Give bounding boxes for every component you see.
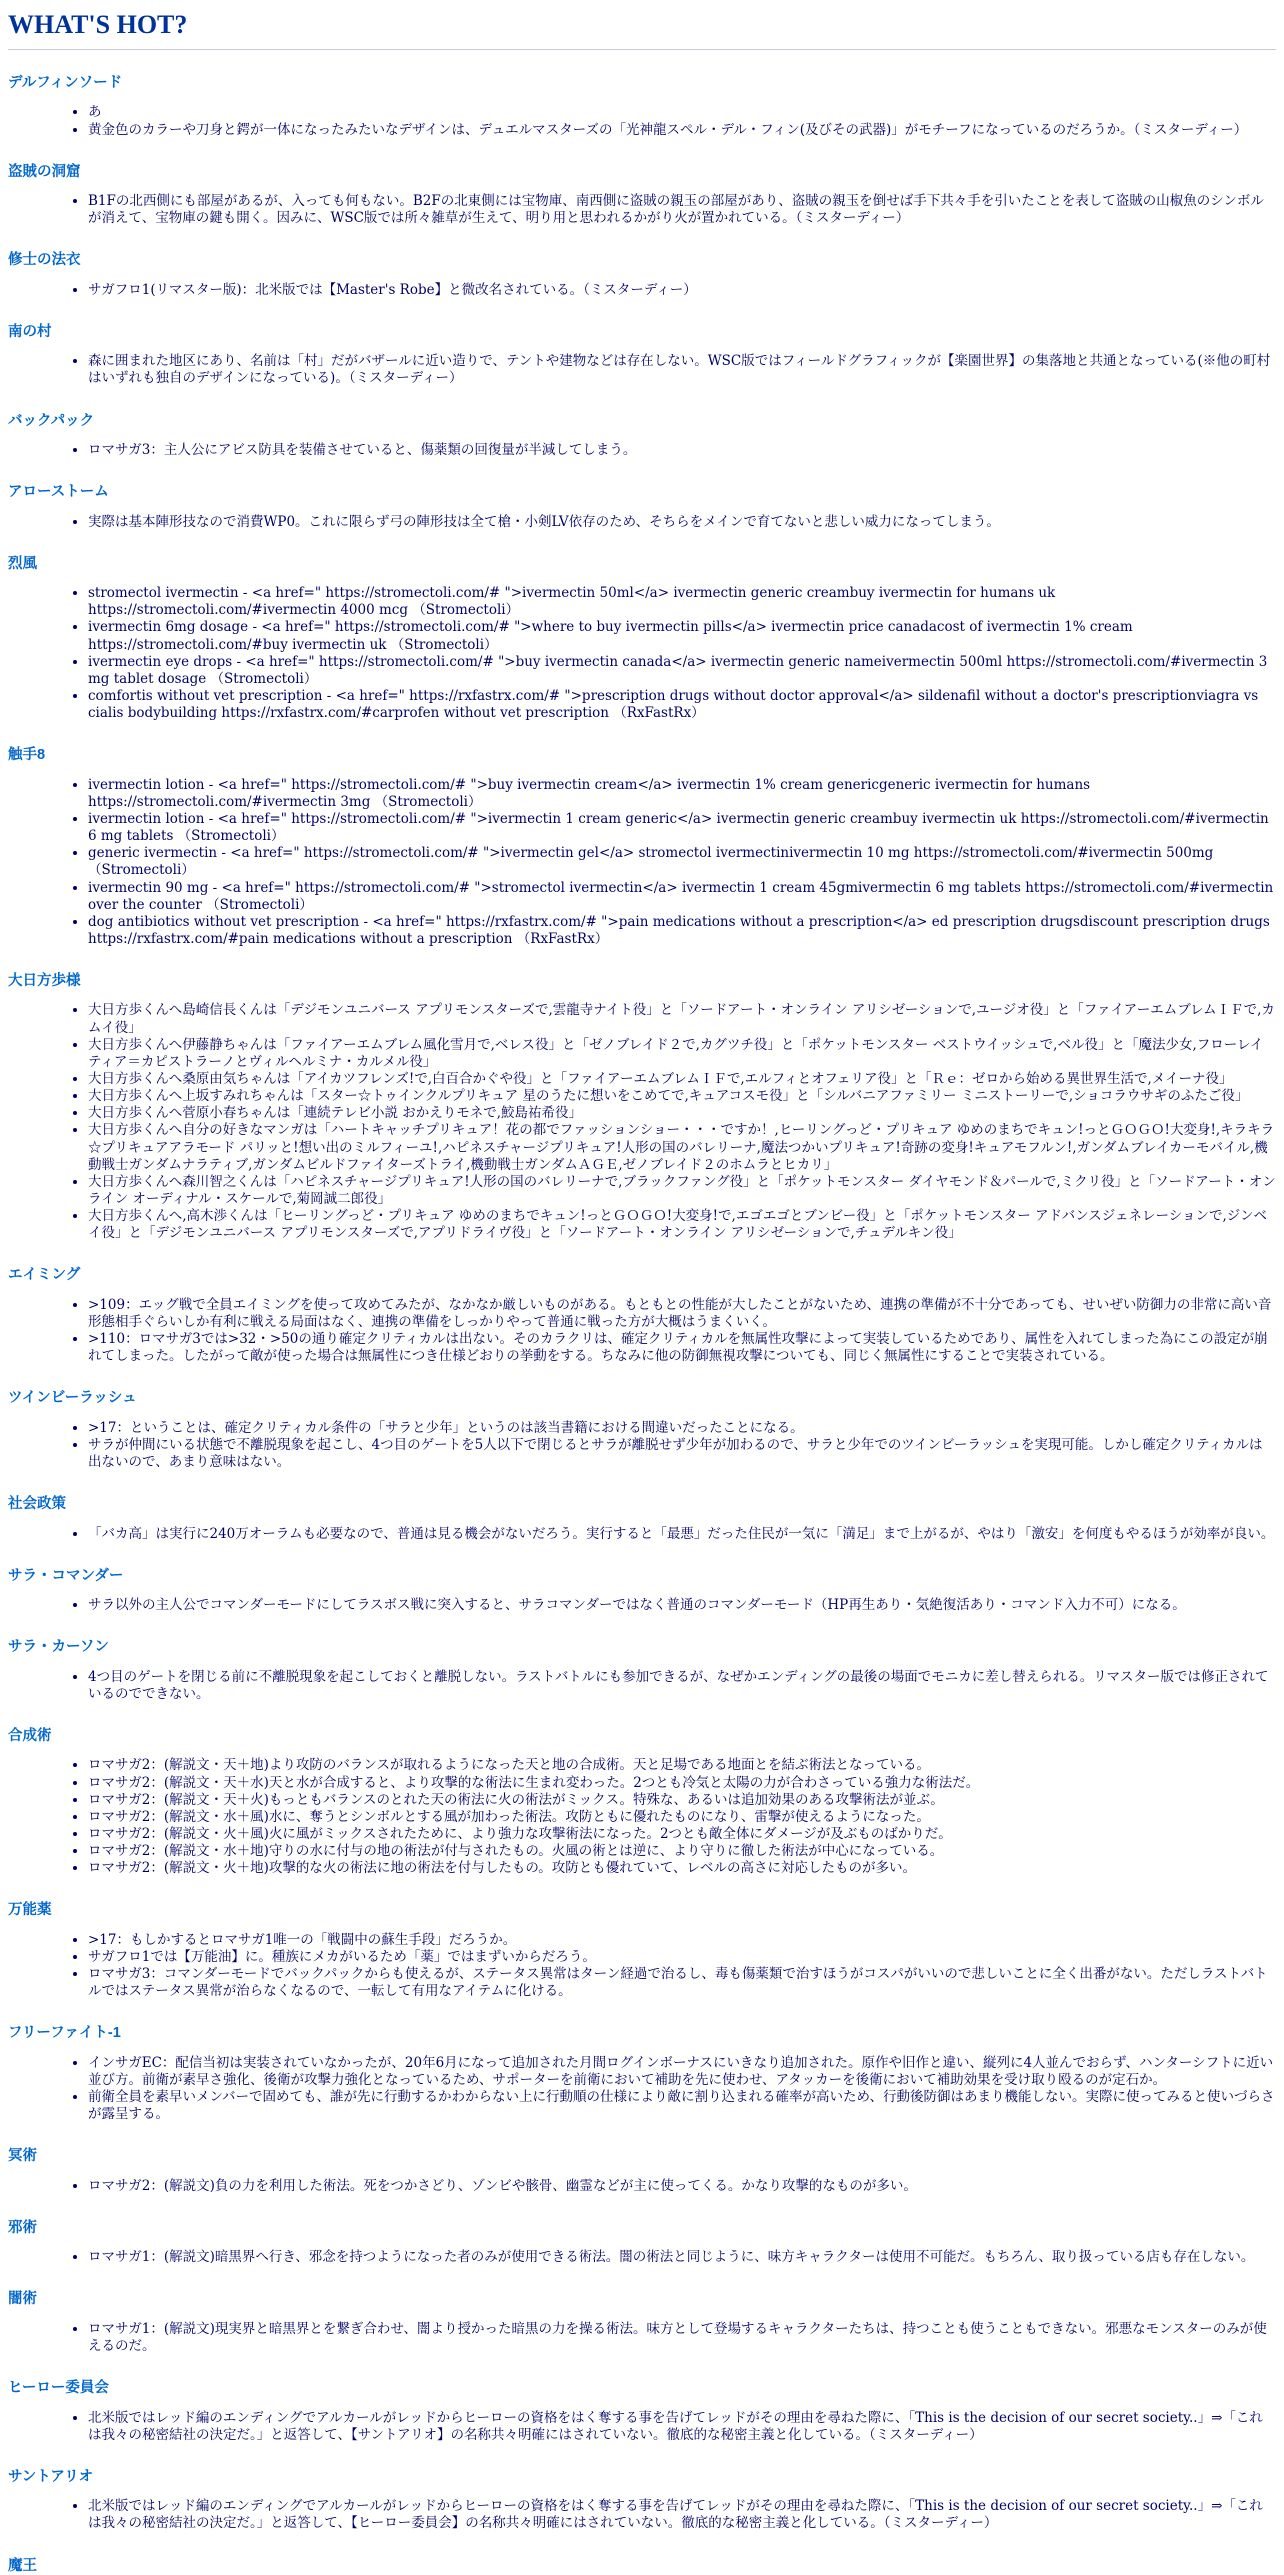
section-heading-link[interactable]: 修士の法衣 <box>8 252 81 269</box>
section-heading-link[interactable]: ヒーロー委員会 <box>8 2380 109 2397</box>
section-heading-link[interactable]: 闇術 <box>8 2291 37 2308</box>
comment-list <box>8 2321 1276 2355</box>
comment-list <box>8 2498 1276 2532</box>
comment-list <box>8 1597 1276 1614</box>
comment-item: • 大日方歩くんへ,高木渉くんは「ヒーリングっど・プリキュア ゆめのまちでキュン!っとＧＯＧＯ!大変身!で,エゴエゴとブンビー役」と「ポケットモンスター アドバンスジェネレーションで,ジンベイ役」と「デジモンユニバース アプリモンスターズで,アプリドライヴ役」と「ソードアート・オンライン アリシゼーションで,チュデルキン役」 <box>88 1208 1276 1242</box>
comment-list <box>8 1297 1276 1366</box>
comment-item: • >17：もしかするとロマサガ1唯一の「戦闘中の蘇生手段」だろうか。 <box>88 1932 1276 1949</box>
comment-item: • stromectol ivermectin - <a href=" https://stromectoli.com/# ">ivermectin 50ml</a> ivermectin generic creambuy ivermectin for humans uk https://stromectoli.com/#ivermectin 4000 mcg （Stromectoli） <box>88 585 1276 619</box>
comment-list <box>8 104 1276 138</box>
comment-item: • >17：ということは、確定クリティカル条件の「サラと少年」というのは該当書籍における間違いだったことになる。 <box>88 1420 1276 1437</box>
comment-item: • ロマサガ2：(解説文・水＋地)守りの水に付与の地の術法が付与されたもの。火風の術とは逆に、より守りに徹した術法が中心になっている。 <box>88 1843 1276 1860</box>
comment-item: • ロマサガ2：(解説文・火＋地)攻撃的な火の術法に地の術法を付与したもの。攻防とも優れていて、レベルの高さに対応したものが多い。 <box>88 1860 1276 1877</box>
comment-item: • サガフロ1では【万能油】に。種族にメカがいるため「薬」ではまずいからだろう。 <box>88 1949 1276 1966</box>
comment-item: • ivermectin 90 mg - <a href=" https://stromectoli.com/# ">stromectol ivermectin</a> ivermectin 1 cream 45gmivermectin 6 mg tablets https://stromectoli.com/#ivermectin over the counter （Stromectoli） <box>88 880 1276 914</box>
comment-item: • 前衛全員を素早いメンバーで固めても、誰が先に行動するかわからない上に行動順の仕様により敵に割り込まれる確率が高いため、行動後防御はあまり機能しない。実際に使ってみると使いづらさが露呈する。 <box>88 2089 1276 2123</box>
comment-list <box>8 1420 1276 1471</box>
comment-item: • ivermectin 6mg dosage - <a href=" https://stromectoli.com/# ">where to buy ivermectin pills</a> ivermectin price canadacost of ivermectin 1% cream https://stromectoli.com/#buy ivermectin uk （Stromectoli） <box>88 619 1276 653</box>
comment-item: • 大日方歩くんへ桑原由気ちゃんは「アイカツフレンズ!で,白百合かぐや役」と「ファイアーエムブレムＩＦで,エルフィとオフェリア役」と「Ｒｅ：ゼロから始める異世界生活で,メイーナ役」 <box>88 1071 1276 1088</box>
comment-item: • ロマサガ2：(解説文・水＋風)水に、奪うとシンボルとする風が加わった術法。攻防ともに優れたものになり、雷撃が使えるようになった。 <box>88 1809 1276 1826</box>
section <box>8 412 1276 460</box>
section-heading-link[interactable]: エイミング <box>8 1267 81 1284</box>
comment-item: • >110：ロマサガ3では>32・>50の通り確定クリティカルは出ない。そのカラクリは、確定クリティカルを無属性攻撃によって実装しているためであり、属性を入れてしまった為にこの設定が崩れてしまった。したがって敵が使った場合は無属性につき仕様どおりの挙動をする。ちなみに他の防御無視攻撃についても、同じく無属性にすることで実装されている。 <box>88 1331 1276 1365</box>
section <box>8 163 1276 228</box>
section <box>8 1567 1276 1615</box>
comment-list <box>8 1757 1276 1877</box>
section-heading-link[interactable]: アローストーム <box>8 484 109 501</box>
comment-item: • 大日方歩くんへ島崎信長くんは「デジモンユニバース アプリモンスターズで,雲龍寺ナイト役」と「ソードアート・オンライン アリシゼーションで,ユージオ役」と「ファイアーエムブレムＩＦで,カムイ役」 <box>88 1002 1276 1036</box>
section <box>8 251 1276 299</box>
section <box>8 74 1276 139</box>
comment-list <box>8 2055 1276 2124</box>
section <box>8 2379 1276 2444</box>
comment-item: • comfortis without vet prescription - <a href=" https://rxfastrx.com/# ">prescription drugs without doctor approval</a> sildenafil without a doctor's prescriptionviagra vs cialis bodybuilding https://rxfastrx.com/#carprofen without vet prescription （RxFastRx） <box>88 688 1276 722</box>
comment-item: • 大日方歩くんへ菅原小春ちゃんは「連続テレビ小説 おかえりモネで,鮫島祐希役」 <box>88 1105 1276 1122</box>
section-heading-link[interactable]: 触手8 <box>8 747 46 764</box>
comment-item: • 北米版ではレッド編のエンディングでアルカールがレッドからヒーローの資格をはく奪する事を告げてレッドがその理由を尋ねた際に、「This is the decision of our secret society..」⇒「これは我々の秘密結社の決定だ。」と返答して、【ヒーロー委員会】の名称共々明確にはされていない。徹底的な秘密主義と化している。（ミスターディー） <box>88 2498 1276 2532</box>
comment-item: • 4つ目のゲートを閉じる前に不離脱現象を起こしておくと離脱しない。ラストバトルにも参加できるが、なぜかエンディングの最後の場面でモニカに差し替えられる。リマスター版では修正されているのでできない。 <box>88 1669 1276 1703</box>
section <box>8 2024 1276 2123</box>
section-heading-link[interactable]: 万能薬 <box>8 1902 52 1919</box>
comment-item: • 大日方歩くんへ上坂すみれちゃんは「スター☆トゥインクルプリキュア 星のうたに想いをこめてで,キュアコスモ役」と「シルバニアファミリー ミニストーリーで,ショコラウサギのふたご役」 <box>88 1088 1276 1105</box>
comment-list <box>8 1932 1276 2001</box>
comment-item: • ロマサガ1：(解説文)暗黒界へ行き、邪念を持つようになった者のみが使用できる術法。闇の術法と同じように、味方キャラクターは使用不可能だ。もちろん、取り扱っている店も存在しない。 <box>88 2249 1276 2266</box>
section-heading-link[interactable]: 魔王 <box>8 2557 37 2574</box>
comment-item: • ロマサガ1：(解説文)現実界と暗黒界とを繋ぎ合わせ、闇より授かった暗黒の力を操る術法。味方として登場するキャラクターたちは、持つことも使うこともできない。邪悪なモンスターのみが使えるのだ。 <box>88 2321 1276 2355</box>
section-heading-link[interactable]: ツインビーラッシュ <box>8 1390 137 1407</box>
comment-item: • generic ivermectin - <a href=" https://stromectoli.com/# ">ivermectin gel</a> stromectol ivermectinivermectin 10 mg https://stromectoli.com/#ivermectin 500mg （Stromectoli） <box>88 845 1276 879</box>
section-heading-link[interactable]: 盗賊の洞窟 <box>8 163 81 180</box>
section <box>8 483 1276 531</box>
comment-item: • ivermectin lotion - <a href=" https://stromectoli.com/# ">buy ivermectin cream</a> ivermectin 1% cream genericgeneric ivermectin for humans https://stromectoli.com/#ivermectin 3mg （Stromectoli） <box>88 777 1276 811</box>
comment-list <box>8 514 1276 531</box>
comment-list <box>8 282 1276 299</box>
comment-item: • ivermectin lotion - <a href=" https://stromectoli.com/# ">ivermectin 1 cream generic</a> ivermectin generic creambuy ivermectin uk https://stromectoli.com/#ivermectin 6 mg tablets （Stromectoli） <box>88 811 1276 845</box>
comment-item: • 大日方歩くんへ伊藤静ちゃんは「ファイアーエムブレム風化雪月で,ベレス役」と「ゼノブレイド２で,カグツチ役」と「ポケットモンスター ベストウイッシュで,ベル役」と「魔法少女,フローレイティア＝カピストラーノとヴィルヘルミナ・カルメル役」 <box>88 1037 1276 1071</box>
section-heading-link[interactable]: サラ・コマンダー <box>8 1567 124 1584</box>
comment-item: • ロマサガ2：(解説文・天＋地)より攻防のバランスが取れるようになった天と地の合成術。天と足場である地面とを結ぶ術法となっている。 <box>88 1757 1276 1774</box>
section-heading-link[interactable]: 大日方歩様 <box>8 973 81 990</box>
section-heading-link[interactable]: バックパック <box>8 412 95 429</box>
comment-item: • dog antibiotics without vet prescription - <a href=" https://rxfastrx.com/# ">pain medications without a prescription</a> ed prescription drugsdiscount prescription drugs https://rxfastrx.com/#pain medications without a prescription （RxFastRx） <box>88 914 1276 948</box>
comment-item: • 「バカ高」は実行に240万オーラムも必要なので、普通は見る機会がないだろう。実行すると「最悪」だった住民が一気に「満足」まで上がるが、やはり「激安」を何度もやるほうが効率が良い。 <box>88 1526 1276 1543</box>
section <box>8 2147 1276 2195</box>
section <box>8 2468 1276 2533</box>
comment-item: • 大日方歩くんへ自分の好きなマンガは「ハートキャッチプリキュア！花の都でファッションショー・・・ですか！,ヒーリングっど・プリキュア ゆめのまちでキュン!っとＧＯＧＯ!大変身!,キラキラ☆プリキュアアラモード パリッと!想い出のミルフィーユ!,ハピネスチャージプリキュア!人形の国のバレリーナ,魔法つかいプリキュア!奇跡の変身!キュアモフルン!,ガンダムブレイカーモバイル,機動戦士ガンダムナラティブ,ガンダムビルドファイターズトライ,機動戦士ガンダムＡＧＥ,ゼノブレイド２のホムラとヒカリ」 <box>88 1122 1276 1173</box>
comment-list <box>8 777 1276 948</box>
comment-item: • ロマサガ3：コマンダーモードでバックパックからも使えるが、ステータス異常はターン経過で治るし、毒も傷薬類で治すほうがコスパがいいので悲しいことに全く出番がない。ただしラストバトルではステータス異常が治らなくなるので、一転して有用なアイテムに化ける。 <box>88 1966 1276 2000</box>
section-heading-link[interactable]: 烈風 <box>8 555 37 572</box>
comment-item: • サラが仲間にいる状態で不離脱現象を起こし、4つ目のゲートを5人以下で閉じるとサラが離脱せず少年が加わるので、サラと少年でのツインビーラッシュを実現可能。しかし確定クリティカルは出ないので、あまり意味はない。 <box>88 1437 1276 1471</box>
comment-item: • サガフロ1(リマスター版)：北米版では【Master's Robe】と微改名されている。（ミスターディー） <box>88 282 1276 299</box>
comment-item: • ロマサガ2：(解説文・天＋火)もっともバランスのとれた天の術法に火の術法がミックス。特殊な、あるいは追加効果のある攻撃術法が並ぶ。 <box>88 1792 1276 1809</box>
comment-item: • サラ以外の主人公でコマンダーモードにしてラスボス戦に突入すると、サラコマンダーではなく普通のコマンダーモード（HP再生あり・気絶復活あり・コマンド入力不可）になる。 <box>88 1597 1276 1614</box>
section <box>8 1495 1276 1543</box>
section <box>8 2290 1276 2355</box>
comment-list <box>8 2410 1276 2444</box>
section-heading-link[interactable]: 社会政策 <box>8 1496 66 1513</box>
comment-item: • 黄金色のカラーや刀身と鍔が一体になったみたいなデザインは、デュエルマスターズの「光神龍スペル・デル・フィン(及びその武器)」がモチーフになっているのだろうか。（ミスターディー） <box>88 122 1276 139</box>
comment-item: • B1Fの北西側にも部屋があるが、入っても何もない。B2Fの北東側には宝物庫、南西側に盗賊の親玉の部屋があり、盗賊の親玉を倒せば手下共々手を引いたことを表して盗賊の山椒魚のシンボルが消えて、宝物庫の鍵も開く。因みに、WSC版では所々雑草が生えて、明り用と思われるかがり火が置かれている。（ミスターディー） <box>88 193 1276 227</box>
section <box>8 555 1276 723</box>
comment-list <box>8 1526 1276 1543</box>
section <box>8 1266 1276 1365</box>
section-heading-link[interactable]: 合成術 <box>8 1728 52 1745</box>
section <box>8 746 1276 948</box>
section-heading-link[interactable]: 邪術 <box>8 2219 37 2236</box>
comment-list <box>8 1002 1276 1242</box>
comment-item: • 北米版ではレッド編のエンディングでアルカールがレッドからヒーローの資格をはく奪する事を告げてレッドがその理由を尋ねた際に、「This is the decision of our secret society..」⇒「これは我々の秘密結社の決定だ。」と返答して、【サントアリオ】の名称共々明確にはされていない。徹底的な秘密主義と化している。（ミスターディー） <box>88 2410 1276 2444</box>
section-heading-link[interactable]: 冥術 <box>8 2148 37 2165</box>
comment-list <box>8 1669 1276 1703</box>
section-heading-link[interactable]: デルフィンソード <box>8 75 123 92</box>
comment-list <box>8 2249 1276 2266</box>
section <box>8 1901 1276 2000</box>
page-title: WHAT'S HOT? <box>8 8 1276 50</box>
comment-item: • ロマサガ3：主人公にアビス防具を装備させていると、傷薬類の回復量が半減してしまう。 <box>88 442 1276 459</box>
comment-item: • 大日方歩くんへ森川智之くんは「ハピネスチャージプリキュア!人形の国のバレリーナで,ブラックファング役」と「ポケットモンスター ダイヤモンド＆パールで,ミクリ役」と「ソードアート・オンライン オーディナル・スケールで,菊岡誠二郎役」 <box>88 1174 1276 1208</box>
section <box>8 2557 1276 2575</box>
section <box>8 972 1276 1242</box>
section-heading-link[interactable]: 南の村 <box>8 323 52 340</box>
comment-item: • 森に囲まれた地区にあり、名前は「村」だがバザールに近い造りで、テントや建物などは存在しない。WSC版ではフィールドグラフィックが【楽園世界】の集落地と共通となっている(※他の町村はいずれも独自のデザインになっている)。（ミスターディー） <box>88 353 1276 387</box>
comment-item: • ロマサガ2：(解説文・天＋水)天と水が合成すると、より攻撃的な術法に生まれ変わった。2つとも冷気と太陽の力が合わさっている強力な術法だ。 <box>88 1775 1276 1792</box>
comment-list <box>8 353 1276 387</box>
section <box>8 1389 1276 1471</box>
section <box>8 1727 1276 1877</box>
comment-item: • 実際は基本陣形技なので消費WP0。これに限らず弓の陣形技は全て槍・小剣LV依存のため、そちらをメインで育てないと悲しい威力になってしまう。 <box>88 514 1276 531</box>
comment-list <box>8 585 1276 722</box>
comment-item: • >109：エッグ戦で全員エイミングを使って攻めてみたが、なかなか厳しいものがある。もともとの性能が大したことがないため、連携の準備が不十分であっても、せいぜい防御力の非常に高い音形態相手ぐらいしか有利に戦える局面はなく、連携の準備をしっかりやって普通に戦った方が大概はうまくいく。 <box>88 1297 1276 1331</box>
section-heading-link[interactable]: サントアリオ <box>8 2468 94 2485</box>
comment-item: • インサガEC：配信当初は実装されていなかったが、20年6月になって追加された月間ログインボーナスにいきなり追加された。原作や旧作と違い、縦列に4人並んでおらず、ハンターシフトに近い並び方。前衛が素早さ強化、後衛が攻撃力強化となっているため、サポーターを前衛において補助を先に使わせ、アタッカーを後衛において補助効果を受け取り殴るのが定石か。 <box>88 2055 1276 2089</box>
comment-item: • ロマサガ2：(解説文・火＋風)火に風がミックスされたために、より強力な攻撃術法になった。2つとも敵全体にダメージが及ぶものばかりだ。 <box>88 1826 1276 1843</box>
section-heading-link[interactable]: サラ・カーソン <box>8 1639 109 1656</box>
sections-container <box>8 74 1276 2575</box>
section <box>8 1638 1276 1703</box>
comment-list <box>8 442 1276 459</box>
comment-list <box>8 2178 1276 2195</box>
comment-item: • ロマサガ2：(解説文)負の力を利用した術法。死をつかさどり、ゾンビや骸骨、幽霊などが主に使ってくる。かなり攻撃的なものが多い。 <box>88 2178 1276 2195</box>
comment-item: • ivermectin eye drops - <a href=" https://stromectoli.com/# ">buy ivermectin canada</a> ivermectin generic nameivermectin 500ml https://stromectoli.com/#ivermectin 3 mg tablet dosage （Stromectoli） <box>88 654 1276 688</box>
section <box>8 323 1276 388</box>
section <box>8 2219 1276 2267</box>
comment-list <box>8 193 1276 227</box>
section-heading-link[interactable]: フリーファイト-1 <box>8 2025 121 2042</box>
comment-item: • あ <box>88 104 1276 121</box>
